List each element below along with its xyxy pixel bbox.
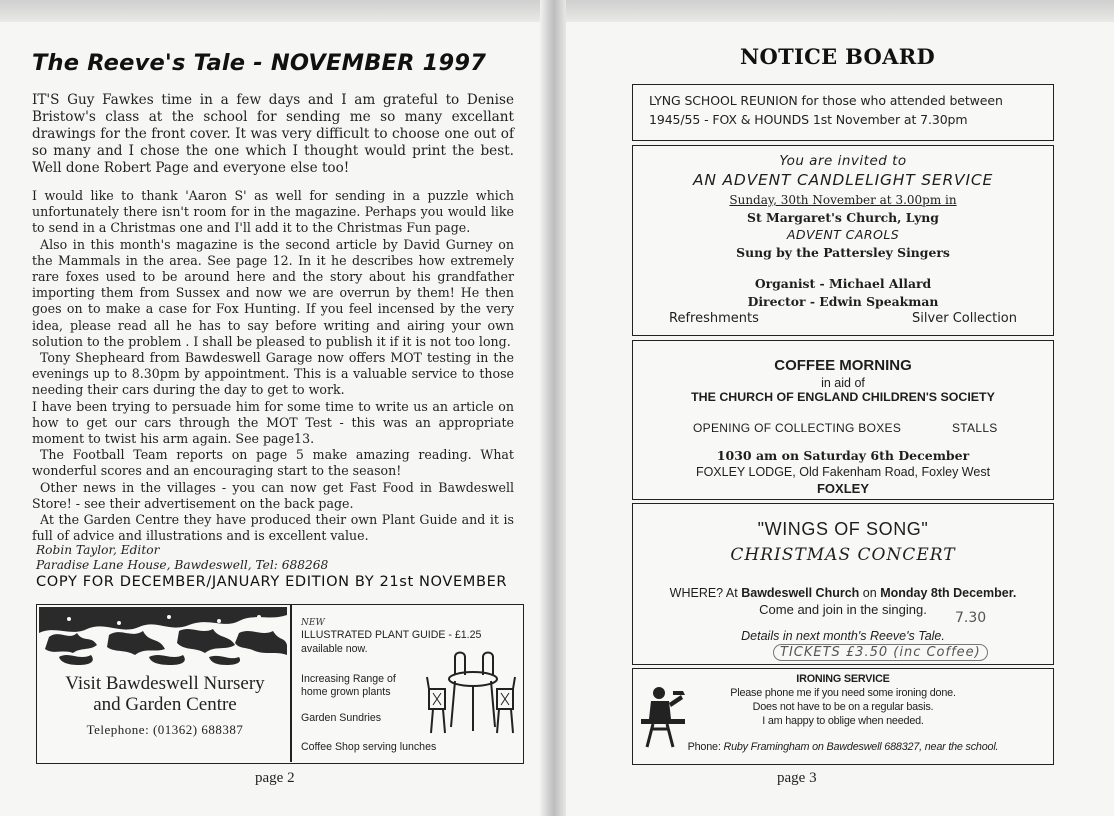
editorial-paragraph: Also in this month's magazine is the second article by David Gurney on the Mammals in the area. See page 12. In it he describes how extremely rare foxes used to be around here and the story about his grandfather importing them from Sussex and now we are overrun by them! He then goes on to make a case for Fox Hunting. If you feel incensed by the very idea, please read all he has to say before writing and airing your own solution to the problem . I shall be pleased to publish it if it is not too long. bbox=[32, 236, 514, 349]
nursery-name-line1: Visit Bawdeswell Nursery bbox=[65, 673, 265, 694]
wings-subtitle: CHRISTMAS CONCERT bbox=[730, 545, 956, 565]
reunion-text: LYNG SCHOOL REUNION for those who attended between 1945/55 - FOX & HOUNDS 1st November at 7.30pm bbox=[649, 93, 1003, 127]
coffee-venue: FOXLEY LODGE, Old Fakenham Road, Foxley West bbox=[695, 465, 991, 479]
ironing-line3: I am happy to oblige when needed. bbox=[762, 715, 924, 727]
coffee-place: FOXLEY bbox=[816, 481, 869, 496]
editorial-body bbox=[32, 188, 514, 544]
advent-date: Sunday, 30th November at 3.00pm in bbox=[729, 193, 957, 207]
editor-address: Paradise Lane House, Bawdeswell, Tel: 688268 bbox=[36, 558, 329, 572]
advent-church: St Margaret's Church, Lyng bbox=[747, 210, 939, 225]
ironing-line1: Please phone me if you need some ironing done. bbox=[730, 687, 956, 699]
editorial-paragraph: I have been trying to persuade him for some time to write us an article on how to get our cars through the MOT Test - this was an appropriate moment to twist his arm again. See page13. bbox=[32, 398, 514, 447]
coffee-in-aid: in aid of bbox=[821, 376, 865, 390]
wings-of-song-notice bbox=[632, 503, 1054, 665]
coffee-shop: Coffee Shop serving lunches bbox=[301, 741, 437, 753]
magazine-spine bbox=[540, 0, 566, 816]
notice-board-title: NOTICE BOARD bbox=[740, 44, 935, 69]
editorial-paragraph: Other news in the villages - you can now get Fast Food in Bawdeswell Store! - see their advertisement on the back page. bbox=[32, 479, 514, 511]
advent-organist: Organist - Michael Allard bbox=[754, 276, 932, 291]
editorial-intro: IT'S Guy Fawkes time in a few days and I am grateful to Denise Bristow's class at the school for sending me so many excellant drawings for the front cover. It was very difficult to choose one out of so many and I chose the one which I thought would print the best. Well done Robert Page and everyone else too! bbox=[32, 92, 514, 176]
plant-range-line1: Increasing Range of bbox=[301, 673, 396, 685]
handwritten-tickets: TICKETS £3.50 (inc Coffee) bbox=[773, 644, 988, 661]
copy-deadline-notice: COPY FOR DECEMBER/JANUARY EDITION BY 21st NOVEMBER bbox=[36, 573, 508, 590]
coffee-opening: OPENING OF COLLECTING BOXES bbox=[693, 421, 902, 435]
coffee-time-date: 1030 am on Saturday 6th December bbox=[716, 448, 970, 463]
handwritten-time: 7.30 bbox=[955, 610, 987, 626]
wings-title: "WINGS OF SONG" bbox=[757, 519, 929, 539]
wings-where: WHERE? At Bawdeswell Church on Monday 8th December. bbox=[669, 586, 1017, 600]
new-tag: NEW bbox=[301, 618, 325, 628]
coffee-society: THE CHURCH OF ENGLAND CHILDREN'S SOCIETY bbox=[691, 390, 995, 404]
advent-service-notice bbox=[632, 145, 1054, 336]
garden-sundries: Garden Sundries bbox=[301, 712, 382, 724]
garden-furniture-icon bbox=[425, 649, 517, 741]
advent-service-title: AN ADVENT CANDLELIGHT SERVICE bbox=[692, 171, 994, 189]
editorial-title: The Reeve's Tale - NOVEMBER 1997 bbox=[32, 50, 487, 76]
editorial-paragraph: At the Garden Centre they have produced their own Plant Guide and it is full of advice and illustrations and is excellent value. bbox=[32, 512, 514, 544]
editorial-paragraph: Tony Shepheard from Bawdeswell Garage now offers MOT testing in the evenings up to 8.30pm by appointment. This is a valuable service to those needing their cars during the day to get to work. bbox=[32, 350, 514, 398]
ironing-heading: IRONING SERVICE bbox=[796, 673, 890, 685]
plant-range-line2: home grown plants bbox=[301, 686, 391, 698]
page-number-left: page 2 bbox=[255, 770, 295, 786]
coffee-stalls: STALLS bbox=[952, 421, 998, 435]
nursery-name-line2: and Garden Centre bbox=[93, 694, 237, 715]
ironing-line2: Does not have to be on a regular basis. bbox=[752, 701, 934, 713]
nursery-advert bbox=[36, 604, 524, 764]
reunion-notice bbox=[632, 84, 1054, 141]
advert-divider bbox=[290, 605, 292, 762]
editorial-paragraph: The Football Team reports on page 5 make amazing reading. What wonderful scores and an encouraging start to the season! bbox=[32, 447, 514, 479]
advent-carols: ADVENT CAROLS bbox=[786, 227, 900, 242]
editorial-paragraph: I would like to thank 'Aaron S' as well for sending in a puzzle which unfortunately there isn't room for in the magazine. Perhaps you would like to send in a Christmas one and I'll add it to the Christmas Fun page. bbox=[32, 188, 514, 236]
nursery-telephone: Telephone: (01362) 688387 bbox=[86, 722, 244, 737]
advent-refreshments: Refreshments bbox=[669, 311, 759, 326]
page-number-right: page 3 bbox=[777, 770, 817, 786]
editorial-paragraph bbox=[32, 92, 514, 177]
editor-signature: Robin Taylor, Editor bbox=[36, 543, 160, 557]
wings-details: Details in next month's Reeve's Tale. bbox=[741, 629, 945, 643]
coffee-morning-notice bbox=[632, 340, 1054, 500]
ironing-phone: Phone: Ruby Framingham on Bawdeswell 688327, near the school. bbox=[687, 741, 999, 753]
advent-singers: Sung by the Pattersley Singers bbox=[736, 245, 950, 260]
plant-guide-offer: ILLUSTRATED PLANT GUIDE - £1.25 bbox=[301, 629, 482, 641]
advent-director: Director - Edwin Speakman bbox=[747, 294, 939, 309]
advent-invitation: You are invited to bbox=[779, 153, 907, 169]
wings-join: Come and join in the singing. bbox=[759, 602, 927, 617]
foliage-illustration-icon bbox=[39, 607, 287, 667]
plant-guide-availability: available now. bbox=[301, 643, 368, 655]
advent-collection: Silver Collection bbox=[912, 311, 1017, 326]
coffee-heading: COFFEE MORNING bbox=[774, 357, 912, 374]
ironing-service-notice bbox=[632, 668, 1054, 765]
